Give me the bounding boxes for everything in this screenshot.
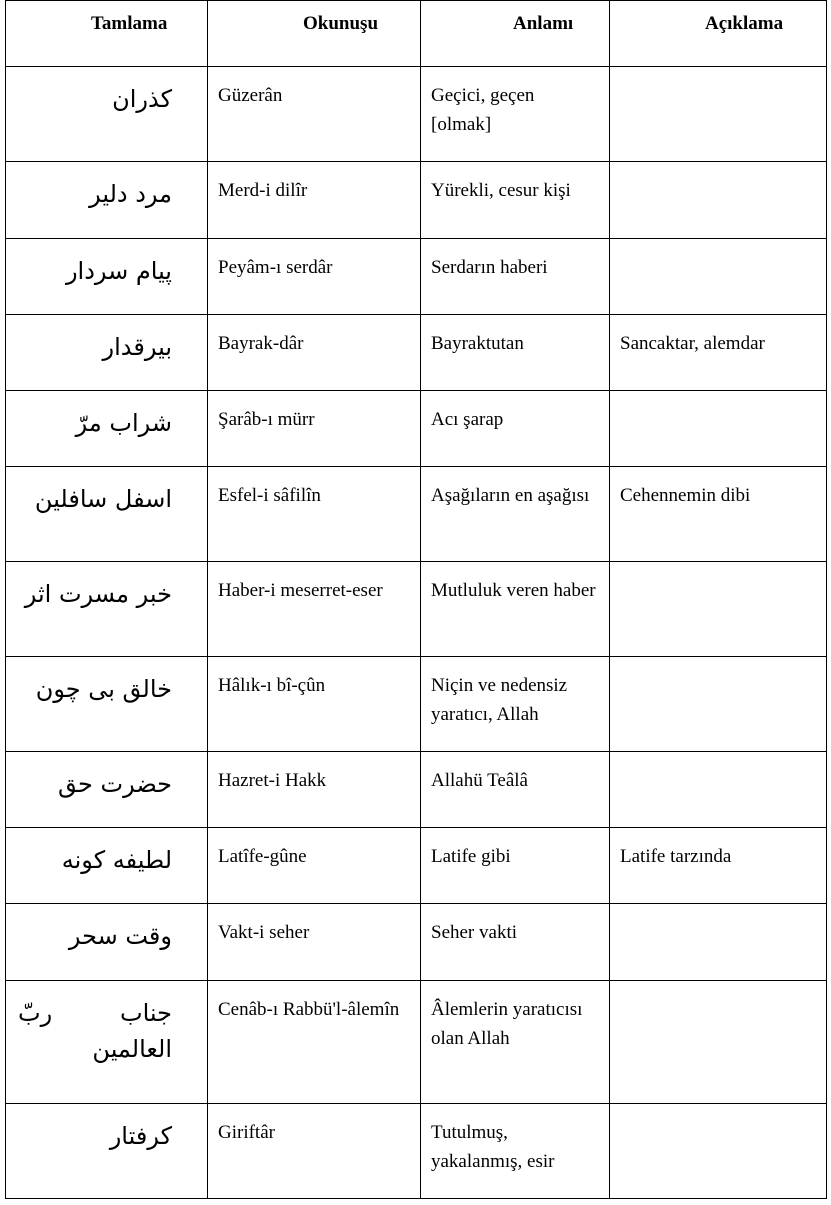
okunusu-cell: Hazret-i Hakk <box>208 752 421 828</box>
anlami-cell: Seher vakti <box>421 904 610 981</box>
table-row <box>6 981 827 1104</box>
table-row <box>6 1104 827 1199</box>
aciklama-cell: Sancaktar, alemdar <box>610 315 827 391</box>
tamlama-cell: پيام سردار <box>6 239 208 315</box>
okunusu-cell: Şarâb-ı mürr <box>208 391 421 467</box>
okunusu-cell: Bayrak-dâr <box>208 315 421 391</box>
okunusu-cell: Cenâb-ı Rabbü'l-âlemîn <box>208 981 421 1104</box>
table-row <box>6 828 827 904</box>
anlami-cell: Mutluluk veren haber <box>421 562 610 657</box>
okunusu-cell: Giriftâr <box>208 1104 421 1199</box>
table-row <box>6 239 827 315</box>
aciklama-cell <box>610 904 827 981</box>
aciklama-cell <box>610 981 827 1104</box>
aciklama-cell <box>610 752 827 828</box>
header-anlami: Anlamı <box>421 1 610 67</box>
anlami-cell: Allahü Teâlâ <box>421 752 610 828</box>
tamlama-cell: خبر مسرت اثر <box>6 562 208 657</box>
tamlama-cell: وقت سحر <box>6 904 208 981</box>
anlami-cell: Aşağıların en aşağısı <box>421 467 610 562</box>
anlami-cell: Latife gibi <box>421 828 610 904</box>
anlami-cell: Serdarın haberi <box>421 239 610 315</box>
table-row <box>6 467 827 562</box>
anlami-cell: Geçici, geçen [olmak] <box>421 67 610 162</box>
tamlama-cell: بيرقدار <box>6 315 208 391</box>
tamlama-cell: حضرت حق <box>6 752 208 828</box>
okunusu-cell: Vakt-i seher <box>208 904 421 981</box>
anlami-cell: Bayraktutan <box>421 315 610 391</box>
anlami-cell: Acı şarap <box>421 391 610 467</box>
table-row <box>6 904 827 981</box>
table-row <box>6 752 827 828</box>
vocabulary-table <box>5 0 827 1199</box>
okunusu-cell: Esfel-i sâfilîn <box>208 467 421 562</box>
okunusu-cell: Merd-i dilîr <box>208 162 421 239</box>
tamlama-cell: كرفتار <box>6 1104 208 1199</box>
tamlama-cell: مرد دلير <box>6 162 208 239</box>
header-aciklama: Açıklama <box>610 1 827 67</box>
aciklama-cell: Cehennemin dibi <box>610 467 827 562</box>
anlami-cell: Yürekli, cesur kişi <box>421 162 610 239</box>
tamlama-cell: لطيفه كونه <box>6 828 208 904</box>
tamlama-cell: كذران <box>6 67 208 162</box>
table-row <box>6 391 827 467</box>
tamlama-cell: خالق بى چون <box>6 657 208 752</box>
okunusu-cell: Hâlık-ı bî-çûn <box>208 657 421 752</box>
table-row <box>6 657 827 752</box>
anlami-cell: Niçin ve nedensiz yaratıcı, Allah <box>421 657 610 752</box>
table-row <box>6 315 827 391</box>
table-header-row <box>6 1 827 67</box>
okunusu-cell: Latîfe-gûne <box>208 828 421 904</box>
tamlama-cell: جناب ربّ العالمين <box>6 981 208 1104</box>
table-row <box>6 162 827 239</box>
table-wrapper <box>5 0 827 1199</box>
table-row <box>6 67 827 162</box>
aciklama-cell <box>610 562 827 657</box>
okunusu-cell: Haber-i meserret-eser <box>208 562 421 657</box>
table-row <box>6 562 827 657</box>
aciklama-cell <box>610 1104 827 1199</box>
tamlama-cell: شراب مرّ <box>6 391 208 467</box>
header-tamlama: Tamlama <box>6 1 208 67</box>
aciklama-cell: Latife tarzında <box>610 828 827 904</box>
okunusu-cell: Peyâm-ı serdâr <box>208 239 421 315</box>
table-body <box>6 67 827 1199</box>
aciklama-cell <box>610 67 827 162</box>
aciklama-cell <box>610 391 827 467</box>
tamlama-cell: اسفل سافلين <box>6 467 208 562</box>
anlami-cell: Tutulmuş, yakalanmış, esir <box>421 1104 610 1199</box>
okunusu-cell: Güzerân <box>208 67 421 162</box>
aciklama-cell <box>610 162 827 239</box>
header-okunusu: Okunuşu <box>208 1 421 67</box>
anlami-cell: Âlemlerin yaratıcısı olan Allah <box>421 981 610 1104</box>
aciklama-cell <box>610 239 827 315</box>
aciklama-cell <box>610 657 827 752</box>
